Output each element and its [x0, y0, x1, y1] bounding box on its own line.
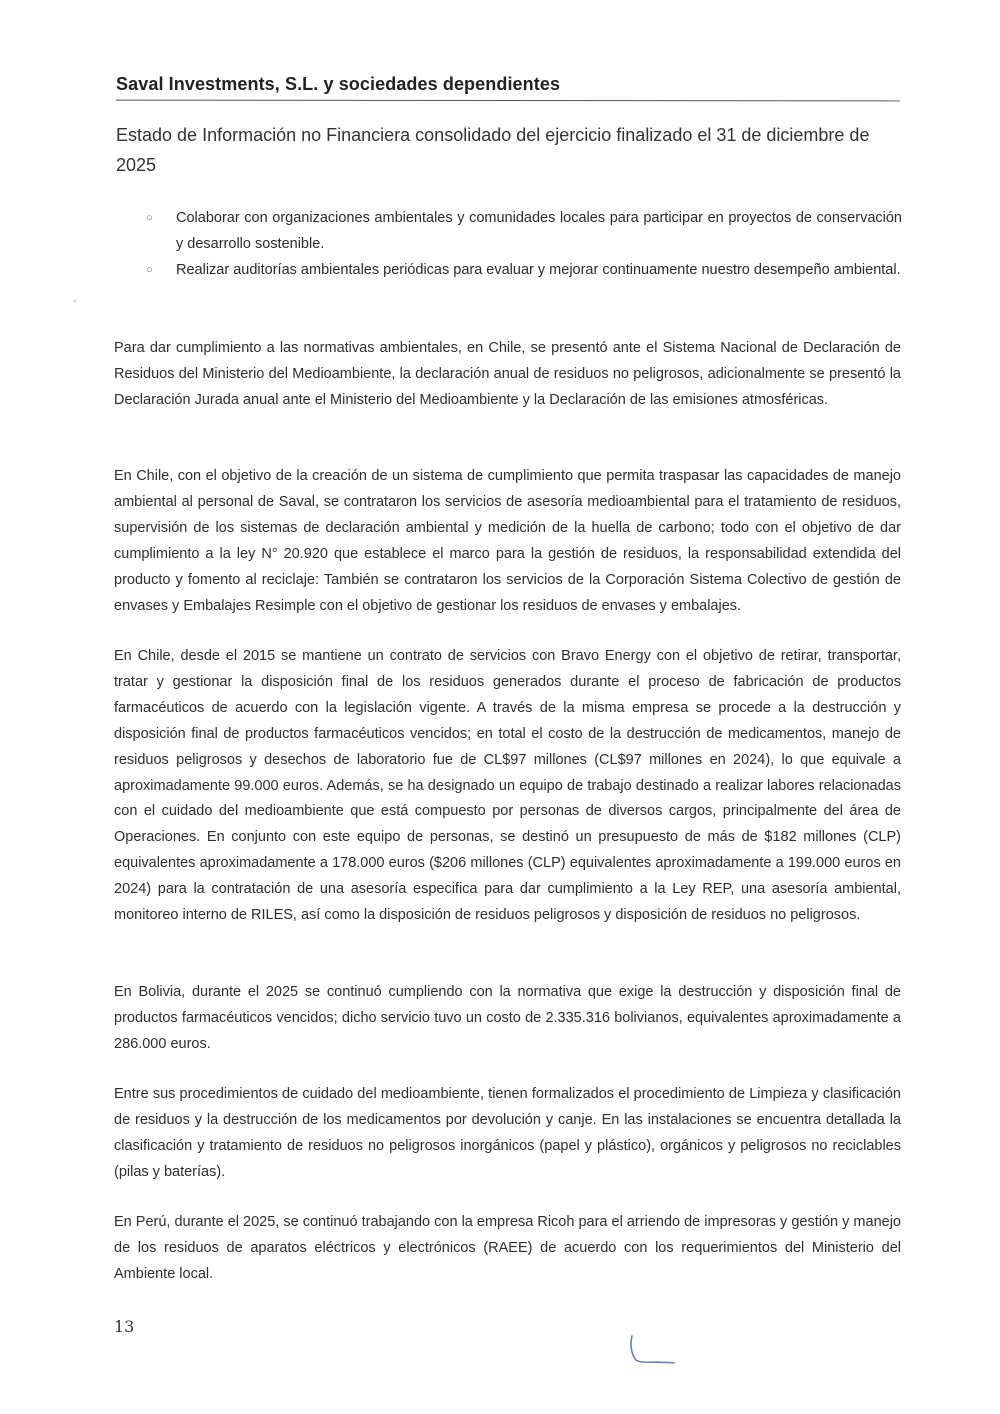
bullet-text: Realizar auditorías ambientales periódicas para evaluar y mejorar continuamente nuestro desempeño ambiental. — [176, 262, 901, 278]
paragraph-chile-asesoria: En Chile, con el objetivo de la creación de un sistema de cumplimiento que permita traspasar las capacidades de manejo ambiental al personal de Saval, se contrataron los servicios de asesoría medioambiental para el tratamiento de residuos, supervisión de los sistemas de declaración ambiental y medición de la huella de carbono; todo con el objetivo de dar cumplimiento a la ley N° 20.920 que establece el marco para la gestión de residuos, la responsabilidad extendida del producto y fomento al reciclaje: También se contrataron los servicios de la Corporación Sistema Colectivo de gestión de envases y Embalajes Resimple con el objetivo de gestionar los residuos de envases y embalajes. — [114, 468, 901, 614]
paragraph-procedimientos: Entre sus procedimientos de cuidado del medioambiente, tienen formalizados el procedimiento de Limpieza y clasificación de residuos y la destrucción de los medicamentos por devolución y canje. En las instalaciones se encuentra detallada la clasificación y tratamiento de residuos no peligrosos inorgánicos (papel y plástico), orgánicos y peligrosos no reciclables (pilas y baterías). — [114, 1086, 901, 1180]
document-subtitle: Estado de Información no Financiera consolidado del ejercicio finalizado el 31 de diciembre de 2025 — [116, 125, 870, 175]
circle-bullet-icon: ○ — [146, 212, 153, 224]
company-name: Saval Investments, S.L. y sociedades dependientes — [116, 74, 561, 94]
page-number: 13 — [114, 1317, 135, 1336]
paragraph-chile-declaracion: Para dar cumplimiento a las normativas ambientales, en Chile, se presentó ante el Sistema Nacional de Declaración de Residuos del Ministerio del Medioambiente, la declaración anual de residuos no peligrosos, adicionalmente se presentó la Declaración Jurada anual ante el Ministerio del Medioambiente y la Declaración de las emisiones atmosféricas. — [114, 340, 901, 408]
paragraph-peru: En Perú, durante el 2025, se continuó trabajando con la empresa Ricoh para el arriendo de impresoras y gestión y manejo de los residuos de aparatos eléctricos y electrónicos (RAEE) de acuerdo con los requerimientos del Ministerio del Ambiente local. — [114, 1214, 901, 1282]
bullet-item — [146, 258, 902, 284]
header-divider — [116, 100, 900, 102]
circle-bullet-icon: ○ — [146, 264, 153, 276]
paragraph-bolivia: En Bolivia, durante el 2025 se continuó cumpliendo con la normativa que exige la destrucción y disposición final de productos farmacéuticos vencidos; dicho servicio tuvo un costo de 2.335.316 bolivianos, equivalentes aproximadamente a 286.000 euros. — [114, 984, 901, 1052]
paragraph-chile-bravo-energy: En Chile, desde el 2015 se mantiene un contrato de servicios con Bravo Energy con el objetivo de retirar, transportar, tratar y gestionar la disposición final de los residuos generados durante el proceso de fabricación de productos farmacéuticos de acuerdo con la legislación vigente. A través de la misma empresa se procede a la destrucción y disposición final de productos farmacéuticos vencidos; en total el costo de la destrucción de medicamentos, manejo de residuos peligrosos y desechos de laboratorio fue de CL$97 millones (CL$97 millones en 2024), lo que equivale a aproximadamente 99.000 euros. Además, se ha designado un equipo de trabajo destinado a realizar labores relacionadas con el cuidado del medioambiente que está compuesto por personas de diversos cargos, principalmente del área de Operaciones. En conjunto con este equipo de personas, se destinó un presupuesto de más de $182 millones (CLP) equivalentes aproximadamente a 178.000 euros ($206 millones (CLP) equivalentes aproximadamente a 199.000 euros en 2024) para la contratación de una asesoría especifica para dar cumplimiento a la Ley REP, una asesoría ambiental, monitoreo interno de RILES, así como la disposición de residuos peligrosos y disposición de residuos no peligrosos. — [114, 648, 901, 924]
bullet-list — [146, 206, 902, 285]
handwritten-initial-signature — [622, 1330, 682, 1370]
margin-mark: - — [73, 296, 77, 307]
bullet-text: Colaborar con organizaciones ambientales y comunidades locales para participar en proyectos de conservación y desarrollo sostenible. — [176, 210, 902, 252]
bullet-item — [146, 206, 902, 257]
